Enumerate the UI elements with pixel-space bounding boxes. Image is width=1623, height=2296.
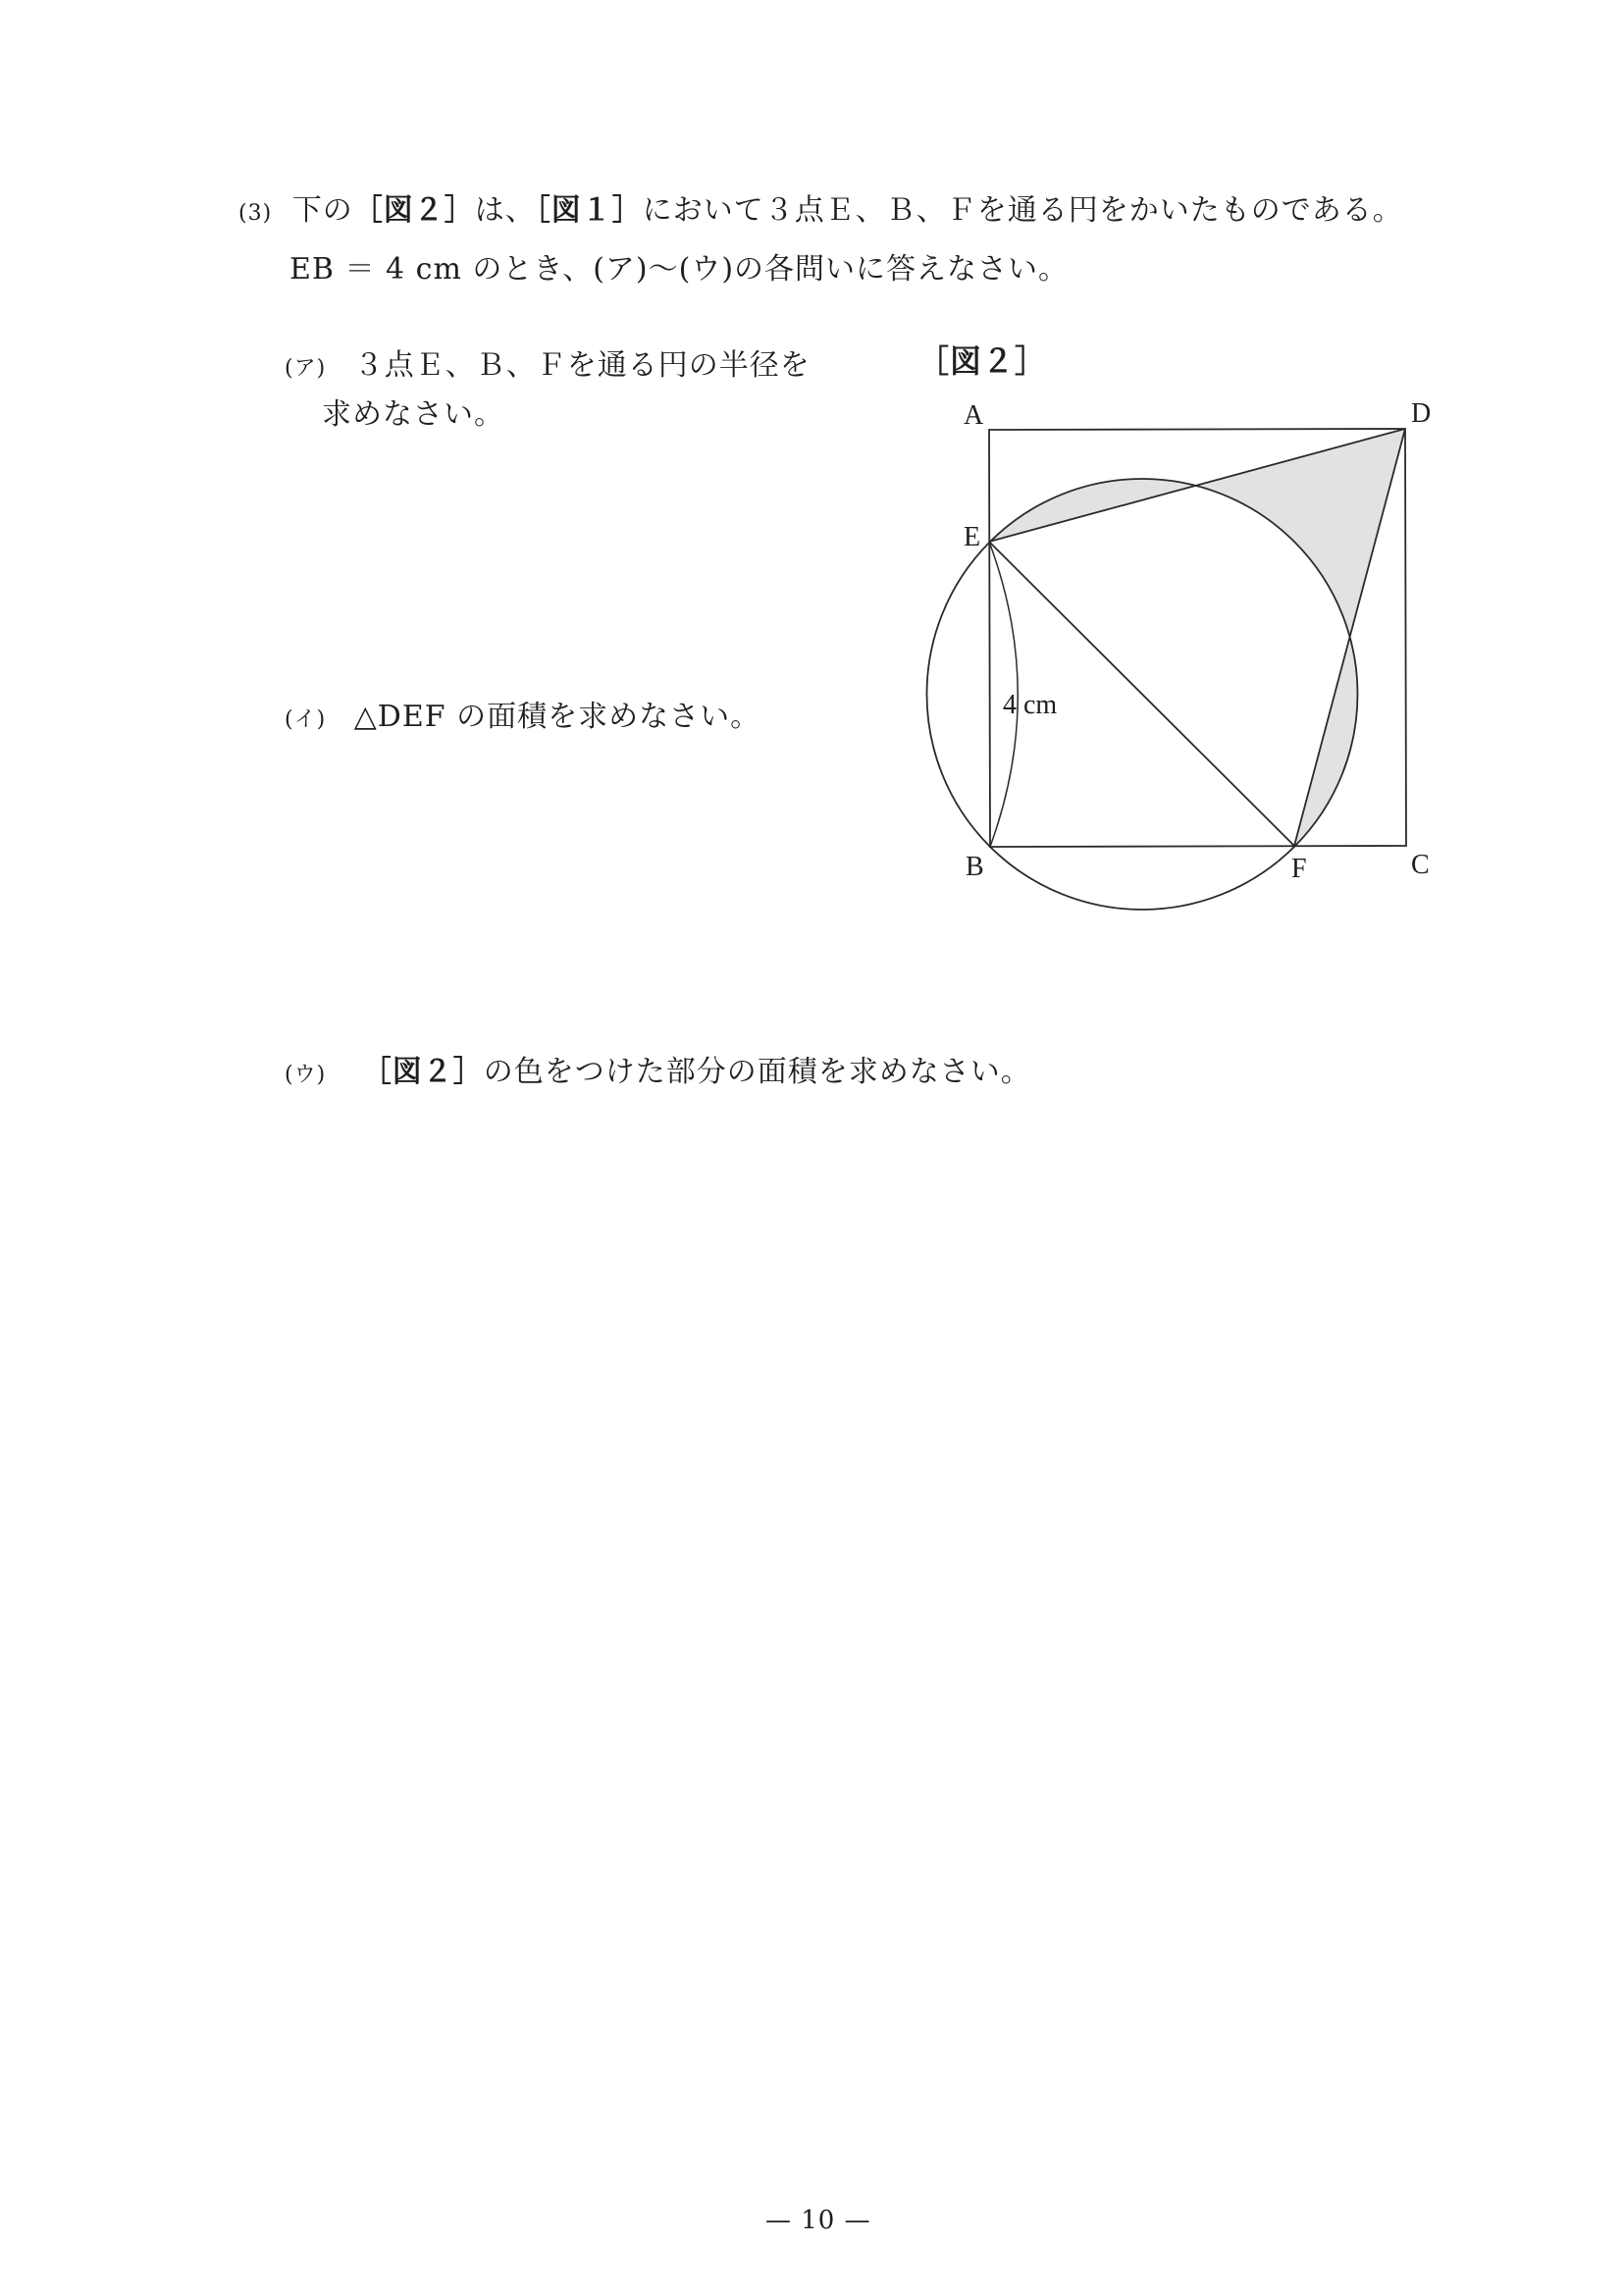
point-label-c: C	[1411, 850, 1430, 880]
question-intro-line2: EB ＝ 4 cm のとき、(ア)〜(ウ)の各問いに答えなさい。	[289, 252, 1070, 287]
point-label-b: B	[966, 852, 984, 882]
subquestion-a-label: (ア)	[285, 356, 327, 381]
figure2-reference: ［図２］	[361, 1055, 484, 1089]
subquestion-a-text: ３点Ｅ、Ｂ、Ｆを通る円の半径を	[353, 348, 811, 383]
point-label-a: A	[964, 400, 984, 431]
subquestion-b-text: △DEF の面積を求めなさい。	[353, 700, 761, 734]
length-label: 4 cm	[1003, 690, 1058, 720]
shaded-region	[989, 429, 1405, 846]
page-number: — 10 —	[765, 2206, 871, 2235]
question-number: (3)	[238, 201, 273, 226]
subquestion-c-text: の色をつけた部分の面積を求めなさい。	[483, 1055, 1031, 1089]
subquestion-c	[285, 1055, 1031, 1089]
point-label-e: E	[964, 522, 981, 552]
subquestion-b-label: (イ)	[285, 707, 327, 732]
point-label-f: F	[1291, 854, 1307, 884]
shaded-segment-df	[1294, 637, 1357, 846]
figure2-diagram	[0, 0, 1623, 981]
intro-text-post: において３点Ｅ、Ｂ、Ｆを通る円をかいたものである。	[642, 193, 1403, 228]
shaded-segment-ed	[989, 479, 1196, 542]
intro-text-pre: 下の	[291, 193, 353, 228]
subquestion-a-line2: 求めなさい。	[322, 397, 504, 432]
intro-text-mid: は、	[474, 193, 536, 228]
figure-title: ［図２］	[917, 342, 1048, 380]
figure1-reference: ［図１］	[535, 193, 643, 228]
shaded-corner-d	[1196, 429, 1405, 637]
subquestion-c-label: (ウ)	[285, 1063, 327, 1087]
figure2-reference: ［図２］	[352, 193, 475, 228]
point-label-d: D	[1411, 398, 1432, 429]
